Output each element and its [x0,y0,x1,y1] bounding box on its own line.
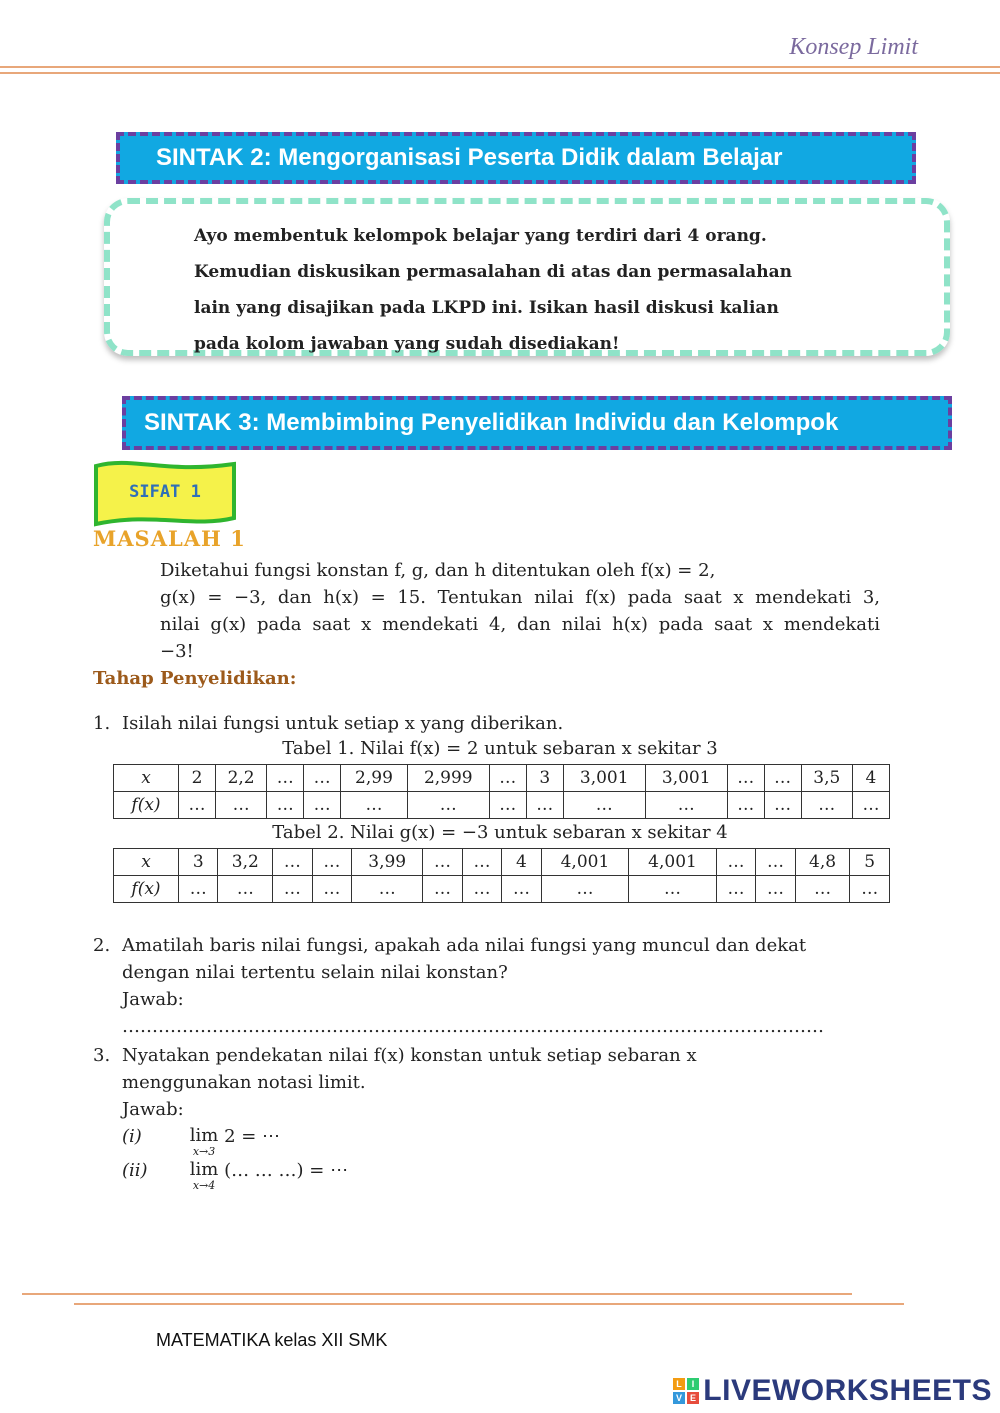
table-label: f(x) [114,792,179,819]
table-blank[interactable]: … [563,792,645,819]
table-cell: 2,2 [215,765,266,792]
sintak2-banner [116,132,916,184]
table1-caption: Tabel 1. Nilai f(x) = 2 untuk sebaran x sekitar 3 [282,738,718,759]
table2-x-row [114,849,890,876]
table-blank[interactable]: … [764,792,801,819]
table-blank[interactable]: … [304,792,341,819]
q3-item-ii [122,1160,348,1192]
limit-operator [190,1126,219,1158]
table-blank[interactable]: … [801,792,852,819]
table-blank[interactable]: … [341,792,408,819]
table-label: x [114,849,179,876]
table-cell: 3,2 [218,849,273,876]
q2-line: Amatilah baris nilai fungsi, apakah ada nilai fungsi yang muncul dan dekat [122,935,807,956]
q2-answer-label: Jawab: [122,989,184,1010]
table2-caption: Tabel 2. Nilai g(x) = −3 untuk sebaran x sekitar 4 [272,822,728,843]
table-label: f(x) [114,876,179,903]
lim-expression[interactable]: (… … …) = ⋯ [224,1160,349,1181]
table-blank[interactable]: … [179,792,216,819]
table-cell: 4,001 [629,849,717,876]
table-cell: 3,99 [352,849,423,876]
table-cell: 4 [852,765,889,792]
table2-fx-row [114,876,890,903]
lim-expression[interactable]: 2 = ⋯ [224,1126,281,1147]
q3-item-label: (ii) [122,1160,148,1181]
header-rule-top [0,66,1000,68]
table-cell: … [423,849,462,876]
q3-line: menggunakan notasi limit. [122,1072,366,1093]
masalah-line: Diketahui fungsi konstan f, g, dan h ditentukan oleh f(x) = 2, [160,560,716,581]
table-cell: … [764,765,801,792]
table-blank[interactable]: … [645,792,727,819]
q1-text: Isilah nilai fungsi untuk setiap x yang diberikan. [122,713,564,734]
table-cell: 3,001 [563,765,645,792]
table-cell: … [727,765,764,792]
masalah-line: nilai g(x) pada saat x mendekati 4, dan nilai h(x) pada saat x mendekati [160,614,880,635]
table-cell: … [756,849,795,876]
q2-line: dengan nilai tertentu selain nilai konstan? [122,962,508,983]
liveworksheets-brand[interactable] [673,1374,992,1408]
footer-rule-bottom [74,1303,904,1305]
sifat-badge [93,458,237,528]
table-cell: 2,99 [341,765,408,792]
instruction-box [104,198,950,356]
q1-number: 1. [93,713,111,734]
masalah-text [160,557,880,665]
table-cell: … [267,765,304,792]
table-cell: 3,001 [645,765,727,792]
masalah-line: g(x) = −3, dan h(x) = 15. Tentukan nilai f(x) pada saat x mendekati 3, [160,587,880,608]
table-cell: … [273,849,312,876]
q2-answer-field[interactable]: ……………………………………………………………………………………………………… [122,1016,824,1037]
q2-number: 2. [93,935,111,956]
sintak3-banner [122,396,952,450]
table-blank[interactable]: … [850,876,890,903]
table-blank[interactable]: … [852,792,889,819]
table-blank[interactable]: … [462,876,501,903]
masalah-title: MASALAH 1 [93,526,246,551]
table-blank[interactable]: … [629,876,717,903]
limit-operator [190,1160,219,1192]
lim-subscript: x→4 [192,1178,216,1192]
q3-number: 3. [93,1045,111,1066]
instruction-line: Ayo membentuk kelompok belajar yang terdiri dari 4 orang. [194,226,767,246]
table-blank[interactable]: … [179,876,218,903]
footer-text: MATEMATIKA kelas XII SMK [156,1330,388,1350]
sintak3-title: SINTAK 3: Membimbing Penyelidikan Individu dan Kelompok [144,409,839,436]
table-cell: … [304,765,341,792]
table-blank[interactable]: … [352,876,423,903]
sintak2-title: SINTAK 2: Mengorganisasi Peserta Didik dalam Belajar [156,144,783,171]
table1-fx-row [114,792,890,819]
table-blank[interactable]: … [526,792,563,819]
table-cell: 4,8 [795,849,850,876]
header-title: Konsep Limit [789,34,918,60]
table-cell: 3 [179,849,218,876]
table-blank[interactable]: … [423,876,462,903]
q3-text [122,1042,880,1123]
table-cell: 5 [850,849,890,876]
table-blank[interactable]: … [716,876,755,903]
table-cell: … [462,849,501,876]
table-cell: 3,5 [801,765,852,792]
table-blank[interactable]: … [407,792,489,819]
liveworksheets-logo-icon: L I V E [673,1378,699,1404]
q3-item-i [122,1126,280,1158]
instruction-line: pada kolom jawaban yang sudah disediakan! [194,334,620,354]
table-cell: 3 [526,765,563,792]
tahap-title: Tahap Penyelidikan: [93,668,297,689]
table-cell: 2,999 [407,765,489,792]
table1 [113,764,890,819]
footer-rule-top [22,1293,852,1295]
header-rule-bottom [0,72,1000,74]
q2-text [122,932,882,1040]
table-cell: … [312,849,351,876]
sifat-label: SIFAT 1 [129,482,201,502]
table-blank[interactable]: … [218,876,273,903]
table-blank[interactable]: … [267,792,304,819]
table-cell: 4,001 [541,849,629,876]
instruction-line: Kemudian diskusikan permasalahan di atas dan permasalahan [194,262,793,282]
table-blank[interactable]: … [312,876,351,903]
q3-answer-label: Jawab: [122,1099,184,1120]
table-blank[interactable]: … [489,792,526,819]
table1-x-row [114,765,890,792]
lim-subscript: x→3 [192,1144,216,1158]
q3-line: Nyatakan pendekatan nilai f(x) konstan untuk setiap sebaran x [122,1045,697,1066]
table-blank[interactable]: … [215,792,266,819]
table-blank[interactable]: … [541,876,629,903]
masalah-line: −3! [160,641,194,662]
table-blank[interactable]: … [502,876,541,903]
liveworksheets-wordmark: LIVEWORKSHEETS [703,1374,992,1407]
table2 [113,848,890,903]
table-blank[interactable]: … [273,876,312,903]
table-blank[interactable]: … [795,876,850,903]
table-cell: 2 [179,765,216,792]
instruction-line: lain yang disajikan pada LKPD ini. Isikan hasil diskusi kalian [194,298,779,318]
table-blank[interactable]: … [727,792,764,819]
table-cell: 4 [502,849,541,876]
q3-item-label: (i) [122,1126,142,1147]
lim-word: lim [189,1125,219,1146]
table-cell: … [716,849,755,876]
lim-word: lim [189,1159,219,1180]
table-label: x [114,765,179,792]
table-cell: … [489,765,526,792]
table-blank[interactable]: … [756,876,795,903]
